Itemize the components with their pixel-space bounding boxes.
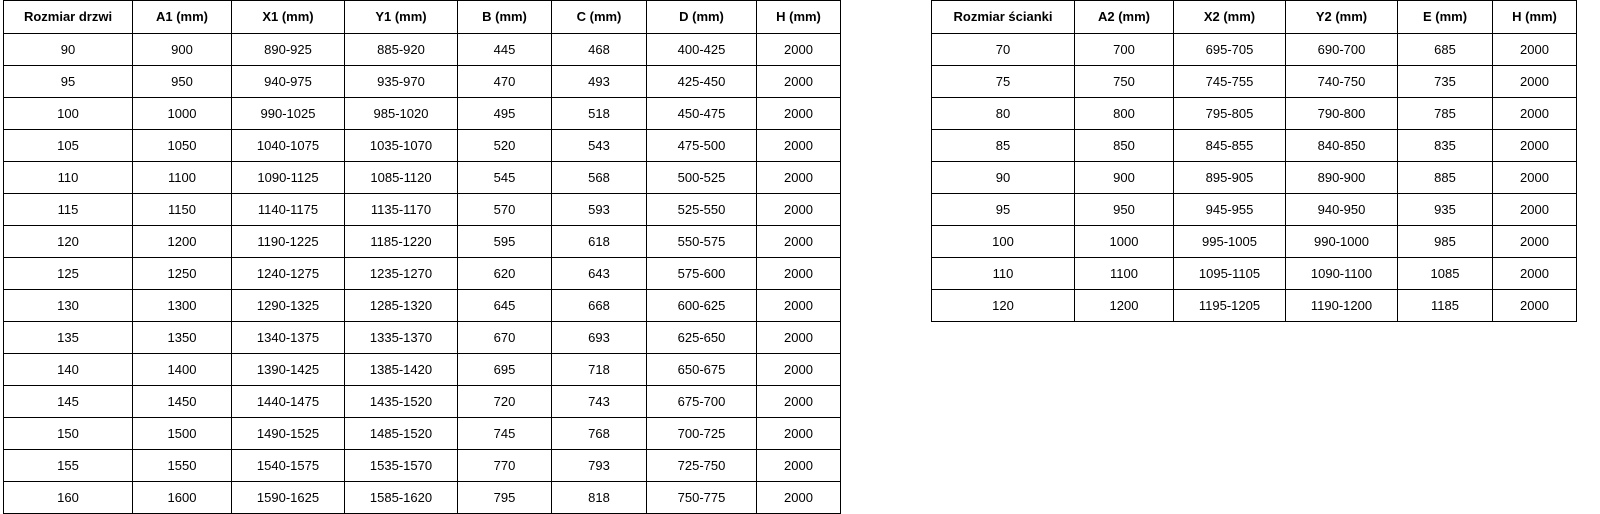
table-row [932, 98, 1577, 130]
table-cell: 1550 [133, 450, 232, 482]
table-cell: 1190-1200 [1286, 290, 1398, 322]
table-cell: 625-650 [647, 322, 757, 354]
table-cell: 940-975 [232, 66, 345, 98]
table-cell: 2000 [1493, 194, 1577, 226]
table-cell: 2000 [1493, 130, 1577, 162]
table-cell: 1085-1120 [345, 162, 458, 194]
table-cell: 935-970 [345, 66, 458, 98]
table-cell: 520 [458, 130, 552, 162]
column-header-d: D (mm) [647, 1, 757, 34]
table-cell: 95 [4, 66, 133, 98]
table-cell: 110 [932, 258, 1075, 290]
table-cell: 740-750 [1286, 66, 1398, 98]
table-cell: 900 [1075, 162, 1174, 194]
table-cell: 2000 [1493, 34, 1577, 66]
table-cell: 1450 [133, 386, 232, 418]
table-row [4, 194, 841, 226]
table-cell: 2000 [1493, 258, 1577, 290]
table-cell: 950 [133, 66, 232, 98]
table-cell: 1540-1575 [232, 450, 345, 482]
table-cell: 2000 [757, 194, 841, 226]
column-header-x1: X1 (mm) [232, 1, 345, 34]
table-cell: 445 [458, 34, 552, 66]
table-cell: 1040-1075 [232, 130, 345, 162]
table-cell: 750 [1075, 66, 1174, 98]
column-header-h: H (mm) [757, 1, 841, 34]
table-cell: 125 [4, 258, 133, 290]
table-cell: 500-525 [647, 162, 757, 194]
table-cell: 2000 [757, 450, 841, 482]
column-header-e: E (mm) [1398, 1, 1493, 34]
table-row [4, 482, 841, 514]
table-cell: 1435-1520 [345, 386, 458, 418]
table-cell: 2000 [1493, 98, 1577, 130]
table-cell: 685 [1398, 34, 1493, 66]
table-cell: 768 [552, 418, 647, 450]
table-cell: 493 [552, 66, 647, 98]
table-cell: 695-705 [1174, 34, 1286, 66]
table-row [4, 98, 841, 130]
table-header-row [4, 1, 841, 34]
table-cell: 995-1005 [1174, 226, 1286, 258]
table-cell: 115 [4, 194, 133, 226]
table-cell: 95 [932, 194, 1075, 226]
walls-dimensions-table [931, 0, 1577, 322]
table-cell: 130 [4, 290, 133, 322]
table-cell: 1600 [133, 482, 232, 514]
table-row [932, 66, 1577, 98]
table-cell: 2000 [757, 34, 841, 66]
column-header-rozmiar-drzwi: Rozmiar drzwi [4, 1, 133, 34]
table-cell: 470 [458, 66, 552, 98]
table-cell: 1385-1420 [345, 354, 458, 386]
table-cell: 140 [4, 354, 133, 386]
table-cell: 1200 [1075, 290, 1174, 322]
table-cell: 985 [1398, 226, 1493, 258]
table-cell: 120 [932, 290, 1075, 322]
table-cell: 595 [458, 226, 552, 258]
table-cell: 650-675 [647, 354, 757, 386]
table-cell: 2000 [757, 226, 841, 258]
table-cell: 100 [932, 226, 1075, 258]
table-cell: 1285-1320 [345, 290, 458, 322]
table-cell: 720 [458, 386, 552, 418]
table-cell: 985-1020 [345, 98, 458, 130]
table-cell: 1185-1220 [345, 226, 458, 258]
table-cell: 550-575 [647, 226, 757, 258]
table-cell: 155 [4, 450, 133, 482]
table-cell: 895-905 [1174, 162, 1286, 194]
walls-dimensions-table-container [931, 0, 1577, 322]
table-cell: 885-920 [345, 34, 458, 66]
table-cell: 105 [4, 130, 133, 162]
walls-table-header [932, 1, 1577, 34]
table-cell: 1135-1170 [345, 194, 458, 226]
table-cell: 1150 [133, 194, 232, 226]
table-cell: 2000 [1493, 290, 1577, 322]
table-cell: 1500 [133, 418, 232, 450]
table-cell: 1490-1525 [232, 418, 345, 450]
table-row [4, 34, 841, 66]
table-cell: 1250 [133, 258, 232, 290]
table-cell: 620 [458, 258, 552, 290]
table-cell: 940-950 [1286, 194, 1398, 226]
table-cell: 1100 [133, 162, 232, 194]
table-cell: 800 [1075, 98, 1174, 130]
table-cell: 950 [1075, 194, 1174, 226]
table-cell: 2000 [757, 482, 841, 514]
table-cell: 1240-1275 [232, 258, 345, 290]
table-cell: 145 [4, 386, 133, 418]
table-cell: 100 [4, 98, 133, 130]
table-cell: 135 [4, 322, 133, 354]
table-cell: 1000 [1075, 226, 1174, 258]
walls-table-body [932, 34, 1577, 322]
table-cell: 518 [552, 98, 647, 130]
table-row [932, 258, 1577, 290]
table-cell: 735 [1398, 66, 1493, 98]
table-cell: 1100 [1075, 258, 1174, 290]
table-cell: 80 [932, 98, 1075, 130]
table-cell: 1095-1105 [1174, 258, 1286, 290]
table-cell: 945-955 [1174, 194, 1286, 226]
table-cell: 1485-1520 [345, 418, 458, 450]
table-cell: 990-1025 [232, 98, 345, 130]
column-header-h: H (mm) [1493, 1, 1577, 34]
table-cell: 643 [552, 258, 647, 290]
table-cell: 745-755 [1174, 66, 1286, 98]
table-row [4, 418, 841, 450]
table-cell: 468 [552, 34, 647, 66]
table-cell: 1090-1100 [1286, 258, 1398, 290]
table-cell: 1590-1625 [232, 482, 345, 514]
table-cell: 793 [552, 450, 647, 482]
table-cell: 2000 [757, 418, 841, 450]
table-cell: 160 [4, 482, 133, 514]
column-header-x2: X2 (mm) [1174, 1, 1286, 34]
table-cell: 1350 [133, 322, 232, 354]
table-cell: 1585-1620 [345, 482, 458, 514]
table-cell: 745 [458, 418, 552, 450]
table-cell: 1335-1370 [345, 322, 458, 354]
table-cell: 2000 [757, 290, 841, 322]
table-cell: 2000 [1493, 66, 1577, 98]
table-row [4, 386, 841, 418]
table-cell: 2000 [1493, 226, 1577, 258]
table-cell: 120 [4, 226, 133, 258]
table-cell: 85 [932, 130, 1075, 162]
table-row [4, 290, 841, 322]
table-cell: 568 [552, 162, 647, 194]
table-cell: 770 [458, 450, 552, 482]
table-cell: 1090-1125 [232, 162, 345, 194]
table-cell: 850 [1075, 130, 1174, 162]
table-cell: 645 [458, 290, 552, 322]
table-cell: 885 [1398, 162, 1493, 194]
table-cell: 593 [552, 194, 647, 226]
table-row [4, 130, 841, 162]
column-header-b: B (mm) [458, 1, 552, 34]
table-cell: 2000 [757, 162, 841, 194]
table-cell: 835 [1398, 130, 1493, 162]
table-row [4, 322, 841, 354]
table-cell: 1290-1325 [232, 290, 345, 322]
table-cell: 1140-1175 [232, 194, 345, 226]
table-cell: 718 [552, 354, 647, 386]
table-row [4, 162, 841, 194]
table-cell: 75 [932, 66, 1075, 98]
column-header-y1: Y1 (mm) [345, 1, 458, 34]
table-cell: 750-775 [647, 482, 757, 514]
table-cell: 2000 [757, 258, 841, 290]
table-cell: 2000 [757, 98, 841, 130]
table-cell: 700 [1075, 34, 1174, 66]
table-cell: 2000 [757, 354, 841, 386]
table-cell: 1200 [133, 226, 232, 258]
table-cell: 1085 [1398, 258, 1493, 290]
table-cell: 600-625 [647, 290, 757, 322]
table-cell: 1195-1205 [1174, 290, 1286, 322]
table-cell: 1400 [133, 354, 232, 386]
table-cell: 668 [552, 290, 647, 322]
table-cell: 840-850 [1286, 130, 1398, 162]
table-row [4, 66, 841, 98]
table-cell: 450-475 [647, 98, 757, 130]
table-cell: 795 [458, 482, 552, 514]
table-row [4, 258, 841, 290]
table-cell: 670 [458, 322, 552, 354]
table-cell: 545 [458, 162, 552, 194]
table-row [932, 194, 1577, 226]
table-cell: 1190-1225 [232, 226, 345, 258]
table-cell: 2000 [1493, 162, 1577, 194]
table-cell: 890-900 [1286, 162, 1398, 194]
table-row [932, 162, 1577, 194]
table-cell: 400-425 [647, 34, 757, 66]
table-cell: 575-600 [647, 258, 757, 290]
table-cell: 543 [552, 130, 647, 162]
table-row [4, 226, 841, 258]
table-cell: 675-700 [647, 386, 757, 418]
column-header-a2: A2 (mm) [1075, 1, 1174, 34]
table-cell: 1050 [133, 130, 232, 162]
table-cell: 525-550 [647, 194, 757, 226]
doors-dimensions-table [3, 0, 841, 514]
table-cell: 785 [1398, 98, 1493, 130]
table-cell: 845-855 [1174, 130, 1286, 162]
table-header-row [932, 1, 1577, 34]
doors-dimensions-table-container [3, 0, 841, 514]
table-cell: 1535-1570 [345, 450, 458, 482]
column-header-c: C (mm) [552, 1, 647, 34]
table-cell: 818 [552, 482, 647, 514]
column-header-y2: Y2 (mm) [1286, 1, 1398, 34]
table-cell: 90 [932, 162, 1075, 194]
doors-table-header [4, 1, 841, 34]
table-cell: 1300 [133, 290, 232, 322]
table-row [4, 450, 841, 482]
column-header-rozmiar-scianki: Rozmiar ścianki [932, 1, 1075, 34]
table-cell: 700-725 [647, 418, 757, 450]
table-cell: 425-450 [647, 66, 757, 98]
table-row [932, 34, 1577, 66]
table-cell: 1440-1475 [232, 386, 345, 418]
table-cell: 2000 [757, 130, 841, 162]
table-cell: 890-925 [232, 34, 345, 66]
table-cell: 2000 [757, 386, 841, 418]
table-cell: 2000 [757, 322, 841, 354]
column-header-a1: A1 (mm) [133, 1, 232, 34]
table-cell: 900 [133, 34, 232, 66]
table-cell: 690-700 [1286, 34, 1398, 66]
table-cell: 495 [458, 98, 552, 130]
table-cell: 990-1000 [1286, 226, 1398, 258]
table-cell: 790-800 [1286, 98, 1398, 130]
table-cell: 475-500 [647, 130, 757, 162]
table-cell: 90 [4, 34, 133, 66]
table-cell: 1185 [1398, 290, 1493, 322]
table-cell: 1390-1425 [232, 354, 345, 386]
table-cell: 743 [552, 386, 647, 418]
table-cell: 110 [4, 162, 133, 194]
table-cell: 795-805 [1174, 98, 1286, 130]
table-cell: 693 [552, 322, 647, 354]
table-row [932, 226, 1577, 258]
table-cell: 1035-1070 [345, 130, 458, 162]
table-cell: 618 [552, 226, 647, 258]
table-cell: 1000 [133, 98, 232, 130]
doors-table-body [4, 34, 841, 514]
table-cell: 725-750 [647, 450, 757, 482]
table-cell: 70 [932, 34, 1075, 66]
table-cell: 935 [1398, 194, 1493, 226]
table-cell: 1235-1270 [345, 258, 458, 290]
table-cell: 150 [4, 418, 133, 450]
table-row [4, 354, 841, 386]
table-row [932, 130, 1577, 162]
table-row [932, 290, 1577, 322]
table-cell: 1340-1375 [232, 322, 345, 354]
table-cell: 2000 [757, 66, 841, 98]
table-cell: 570 [458, 194, 552, 226]
table-cell: 695 [458, 354, 552, 386]
